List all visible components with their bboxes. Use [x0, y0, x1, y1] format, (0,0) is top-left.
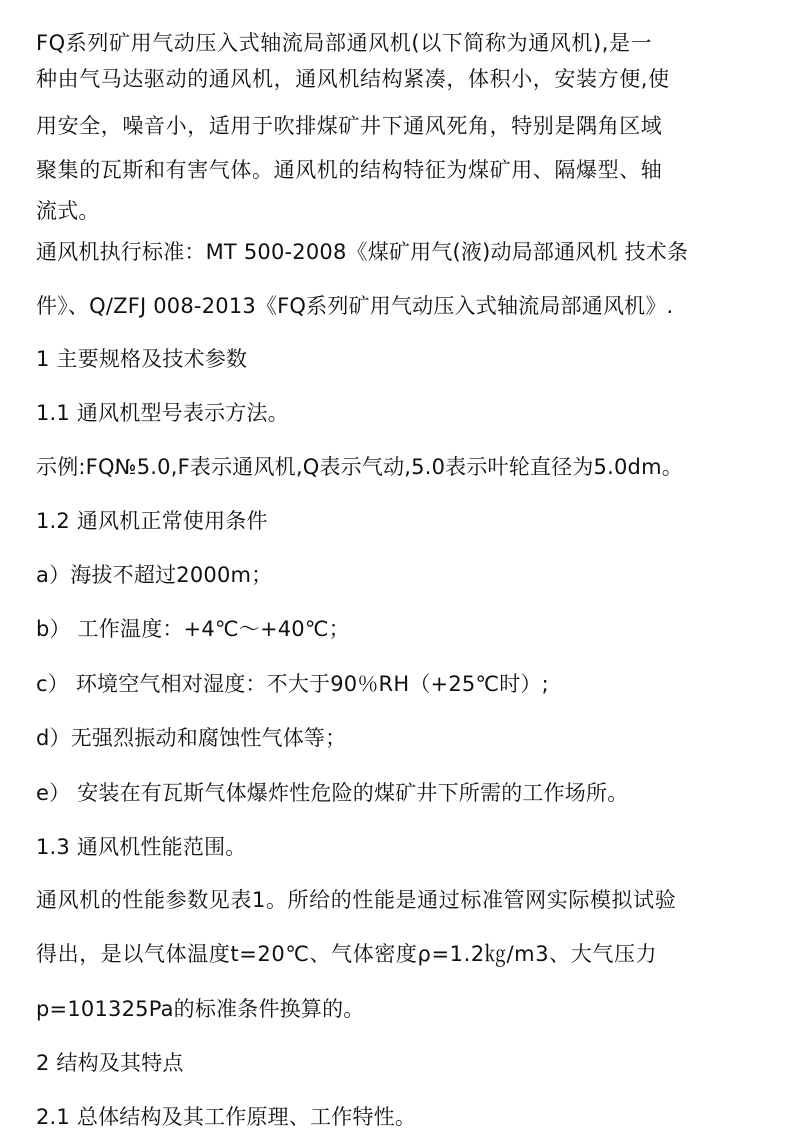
- paragraph-line: 件》、Q/ZFJ 008-2013《FQ系列矿用气动压入式轴流局部通风机》.: [36, 294, 674, 318]
- list-item: b） 工作温度：+4℃～+40℃；: [36, 617, 350, 641]
- paragraph-line: 种由气马达驱动的通风机，通风机结构紧凑，体积小，安装方便,使: [36, 67, 670, 91]
- paragraph-line: 聚集的瓦斯和有害气体。通风机的结构特征为煤矿用、隔爆型、轴: [36, 158, 663, 182]
- list-item: e） 安装在有瓦斯气体爆炸性危险的煤矿井下所需的工作场所。: [36, 781, 629, 805]
- paragraph-line: p=101325Pa的标准条件换算的。: [36, 997, 365, 1021]
- paragraph-line: FQ系列矿用气动压入式轴流局部通风机(以下简称为通风机),是一: [36, 31, 653, 55]
- section-heading: 2 结构及其特点: [36, 1051, 184, 1075]
- paragraph-line: 流式。: [36, 199, 100, 223]
- subsection-heading: 1.1 通风机型号表示方法。: [36, 401, 289, 425]
- subsection-heading: 1.3 通风机性能范围。: [36, 835, 247, 859]
- paragraph-line: 通风机的性能参数见表1。所给的性能是通过标准管网实际模拟试验: [36, 888, 677, 912]
- subsection-heading: 2.1 总体结构及其工作原理、工作特性。: [36, 1105, 417, 1129]
- list-item: d）无强烈振动和腐蚀性气体等；: [36, 726, 347, 750]
- list-item: a）海拔不超过2000m；: [36, 563, 273, 587]
- section-heading: 1 主要规格及技术参数: [36, 347, 248, 371]
- paragraph-line: 得出，是以气体温度t=20℃、气体密度ρ=1.2㎏/m3、大气压力: [36, 942, 658, 966]
- paragraph-line: 用安全，噪音小，适用于吹排煤矿井下通风死角，特别是隅角区域: [36, 114, 663, 138]
- paragraph-line: 示例:FQ№5.0,F表示通风机,Q表示气动,5.0表示叶轮直径为5.0dm。: [36, 455, 683, 479]
- list-item: c） 环境空气相对湿度：不大于90％RH（+25℃时）;: [36, 672, 549, 696]
- subsection-heading: 1.2 通风机正常使用条件: [36, 509, 268, 533]
- paragraph-line: 通风机执行标准：MT 500-2008《煤矿用气(液)动局部通风机 技术条: [36, 240, 689, 264]
